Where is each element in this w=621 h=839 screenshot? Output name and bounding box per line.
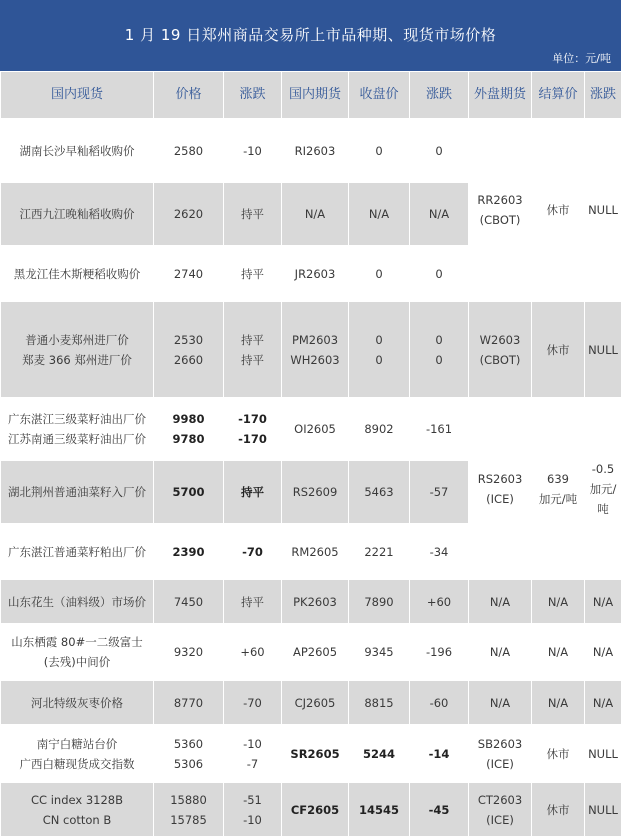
- overseas-change-cell: NULL: [585, 783, 621, 837]
- overseas-futures-cell: CT2603 (ICE): [469, 783, 532, 837]
- column-header: 结算价: [532, 72, 585, 119]
- futures-code-cell: N/A: [282, 183, 349, 246]
- price-table: [0, 71, 621, 837]
- spot-name-cell: 普通小麦郑州进厂价 郑麦 366 郑州进厂价: [1, 302, 154, 398]
- spot-price-cell: 2620: [154, 183, 224, 246]
- close-price-cell: 14545: [349, 783, 410, 837]
- column-header: 价格: [154, 72, 224, 119]
- spot-change-cell: -70: [224, 524, 282, 580]
- close-price-cell: 5463: [349, 461, 410, 524]
- futures-code-cell: RM2605: [282, 524, 349, 580]
- spot-price-cell: 9980 9780: [154, 398, 224, 461]
- futures-code-cell: JR2603: [282, 246, 349, 302]
- spot-price-cell: 5700: [154, 461, 224, 524]
- futures-code-cell: OI2605: [282, 398, 349, 461]
- column-header: 国内现货: [1, 72, 154, 119]
- spot-name-cell: 广东湛江普通菜籽粕出厂价: [1, 524, 154, 580]
- spot-change-cell: 持平: [224, 580, 282, 624]
- spot-change-cell: 持平: [224, 183, 282, 246]
- spot-name-cell: 湖北荆州普通油菜籽入厂价: [1, 461, 154, 524]
- close-price-cell: N/A: [349, 183, 410, 246]
- futures-code-cell: PK2603: [282, 580, 349, 624]
- spot-name-cell: 广东湛江三级菜籽油出厂价 江苏南通三级菜籽油出厂价: [1, 398, 154, 461]
- spot-change-cell: 持平: [224, 246, 282, 302]
- overseas-futures-cell: W2603 (CBOT): [469, 302, 532, 398]
- spot-price-cell: 2740: [154, 246, 224, 302]
- table-row: [1, 119, 621, 183]
- column-header: 涨跌: [224, 72, 282, 119]
- overseas-change-cell: N/A: [585, 624, 621, 681]
- overseas-futures-cell: RS2603 (ICE): [469, 398, 532, 580]
- spot-price-cell: 15880 15785: [154, 783, 224, 837]
- overseas-futures-cell: N/A: [469, 580, 532, 624]
- spot-change-cell: 持平 持平: [224, 302, 282, 398]
- table-row: [1, 398, 621, 461]
- spot-name-cell: 南宁白糖站台价 广西白糖现货成交指数: [1, 725, 154, 783]
- close-price-cell: 7890: [349, 580, 410, 624]
- futures-code-cell: CF2605: [282, 783, 349, 837]
- column-header: 涨跌: [410, 72, 469, 119]
- settle-price-cell: N/A: [532, 624, 585, 681]
- futures-change-cell: -161: [410, 398, 469, 461]
- spot-price-cell: 2580: [154, 119, 224, 183]
- table-row: [1, 681, 621, 725]
- spot-name-cell: 湖南长沙早籼稻收购价: [1, 119, 154, 183]
- spot-name-cell: 河北特级灰枣价格: [1, 681, 154, 725]
- futures-change-cell: +60: [410, 580, 469, 624]
- spot-change-cell: -10 -7: [224, 725, 282, 783]
- settle-price-cell: 休市: [532, 783, 585, 837]
- spot-price-cell: 9320: [154, 624, 224, 681]
- column-header: 国内期货: [282, 72, 349, 119]
- spot-name-cell: CC index 3128B CN cotton B: [1, 783, 154, 837]
- table-row: [1, 783, 621, 837]
- spot-name-cell: 山东花生（油料级）市场价: [1, 580, 154, 624]
- futures-code-cell: SR2605: [282, 725, 349, 783]
- table-row: [1, 725, 621, 783]
- overseas-change-cell: NULL: [585, 302, 621, 398]
- column-header: 外盘期货: [469, 72, 532, 119]
- table-row: [1, 302, 621, 398]
- table-header-banner: [0, 0, 621, 71]
- futures-change-cell: -14: [410, 725, 469, 783]
- close-price-cell: 0: [349, 119, 410, 183]
- futures-change-cell: -60: [410, 681, 469, 725]
- futures-change-cell: 0: [410, 119, 469, 183]
- futures-change-cell: -196: [410, 624, 469, 681]
- overseas-change-cell: NULL: [585, 119, 621, 302]
- spot-price-cell: 5360 5306: [154, 725, 224, 783]
- settle-price-cell: 639 加元/吨: [532, 398, 585, 580]
- spot-change-cell: -170 -170: [224, 398, 282, 461]
- close-price-cell: 2221: [349, 524, 410, 580]
- column-header: 收盘价: [349, 72, 410, 119]
- spot-price-cell: 8770: [154, 681, 224, 725]
- settle-price-cell: N/A: [532, 580, 585, 624]
- overseas-change-cell: N/A: [585, 681, 621, 725]
- close-price-cell: 0 0: [349, 302, 410, 398]
- column-header-row: [1, 72, 621, 119]
- spot-change-cell: -10: [224, 119, 282, 183]
- close-price-cell: 8815: [349, 681, 410, 725]
- futures-change-cell: -45: [410, 783, 469, 837]
- overseas-change-cell: -0.5 加元/吨: [585, 398, 621, 580]
- futures-code-cell: RS2609: [282, 461, 349, 524]
- close-price-cell: 9345: [349, 624, 410, 681]
- overseas-futures-cell: N/A: [469, 624, 532, 681]
- settle-price-cell: 休市: [532, 725, 585, 783]
- futures-code-cell: AP2605: [282, 624, 349, 681]
- table-row: [1, 624, 621, 681]
- page-title: 1 月 19 日郑州商品交易所上市品种期、现货市场价格: [124, 26, 497, 44]
- spot-change-cell: -51 -10: [224, 783, 282, 837]
- spot-name-cell: 山东栖霞 80#一二级富士 (去残)中间价: [1, 624, 154, 681]
- futures-code-cell: PM2603 WH2603: [282, 302, 349, 398]
- spot-change-cell: 持平: [224, 461, 282, 524]
- spot-price-cell: 2530 2660: [154, 302, 224, 398]
- spot-name-cell: 黑龙江佳木斯粳稻收购价: [1, 246, 154, 302]
- futures-code-cell: RI2603: [282, 119, 349, 183]
- overseas-change-cell: NULL: [585, 725, 621, 783]
- settle-price-cell: N/A: [532, 681, 585, 725]
- futures-code-cell: CJ2605: [282, 681, 349, 725]
- spot-change-cell: -70: [224, 681, 282, 725]
- spot-price-cell: 7450: [154, 580, 224, 624]
- table-row: [1, 580, 621, 624]
- column-header: 涨跌: [585, 72, 621, 119]
- futures-change-cell: -57: [410, 461, 469, 524]
- futures-change-cell: -34: [410, 524, 469, 580]
- close-price-cell: 0: [349, 246, 410, 302]
- spot-change-cell: +60: [224, 624, 282, 681]
- spot-price-cell: 2390: [154, 524, 224, 580]
- close-price-cell: 8902: [349, 398, 410, 461]
- settle-price-cell: 休市: [532, 302, 585, 398]
- spot-name-cell: 江西九江晚籼稻收购价: [1, 183, 154, 246]
- futures-change-cell: 0: [410, 246, 469, 302]
- overseas-futures-cell: RR2603 (CBOT): [469, 119, 532, 302]
- futures-change-cell: N/A: [410, 183, 469, 246]
- close-price-cell: 5244: [349, 725, 410, 783]
- overseas-futures-cell: N/A: [469, 681, 532, 725]
- settle-price-cell: 休市: [532, 119, 585, 302]
- unit-label: 单位：元/吨: [552, 52, 611, 65]
- overseas-futures-cell: SB2603 (ICE): [469, 725, 532, 783]
- futures-change-cell: 0 0: [410, 302, 469, 398]
- overseas-change-cell: N/A: [585, 580, 621, 624]
